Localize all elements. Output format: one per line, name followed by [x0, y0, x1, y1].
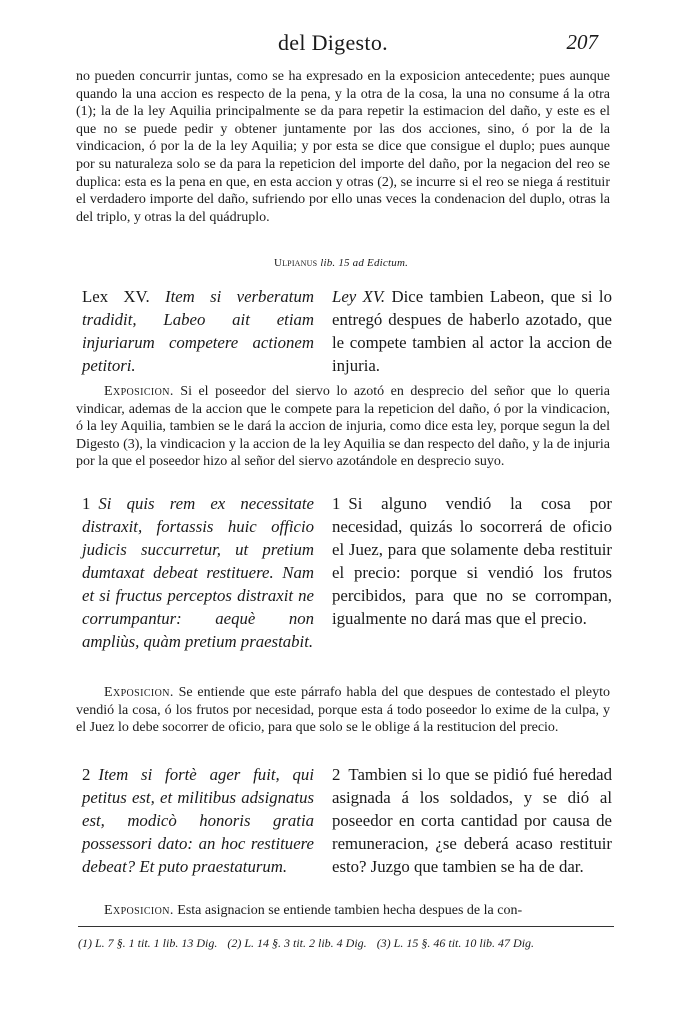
- lex15-latin: [82, 285, 314, 377]
- exposicion-3-label: Exposicion.: [104, 903, 174, 918]
- source-attribution: [0, 257, 682, 269]
- intro-text: no pueden concurrir juntas, como se ha expresado en la exposicion antecedente; pues aunque quando la una accion es respecto de la pena, y la otra de la cosa, la una no consume á la otra (1); la de la ley Aquilia principalmente se da para repetir la estimacion del daño, y este es el que no se puede pedir y obtener juntamente por las dos acciones, sino, ó por la de la vindicacion, ó por la de la ley Aquilia; y por esta se dice que consigue el duplo; pues aunque por su naturaleza solo se da para la repeticion del importe del daño, por la negacion del reo se duplica: esta es la pena en que, en esta accion y otras (2), se incurre si el reo se niega á restituir el verdadero importe del daño, sufriendo por ello unas veces la condenacion del duplo, otras la del triplo, y otras la del quádruplo.: [76, 69, 610, 225]
- exposicion-2: [76, 684, 610, 737]
- lex15-latin-label: Lex XV.: [82, 287, 150, 306]
- lex15-spanish: [332, 285, 612, 377]
- exposicion-1-label: Exposicion.: [104, 384, 174, 399]
- page-header: [78, 30, 598, 60]
- footnote-2: (2) L. 14 §. 3 tit. 2 lib. 4 Dig.: [227, 936, 367, 950]
- section-2-spanish-text: Tambien si lo que se pidió fué heredad asignada á los soldados, y se dió al poseedor en corta cantidad por causa de remuneracion, ¿se deberá acaso restituir esto? Juzgo que tambien se ha de dar.: [332, 765, 612, 876]
- section-2-latin-number: 2: [82, 765, 91, 784]
- lex15-spanish-text: Dice tambien Labeon, que si lo entregó despues de haberlo azotado, que le compete tambien al actor la accion de injuria.: [332, 287, 612, 375]
- intro-paragraph: [76, 68, 610, 226]
- lex15-latin-text: Item si verberatum tradidit, Labeo ait etiam injuriarum competere actionem petitori.: [82, 287, 314, 375]
- exposicion-1-text: Si el poseedor del siervo lo azotó en desprecio del señor que lo queria vindicar, ademas de la accion que le compete para la repeticion del daño, ó por la vindicacion, ó la ley Aquilia, tambien se le dará la accion de injuria, como dice esta ley, porque segun la del Digesto (3), la vindicacion y la accion de la ley Aquilia se dan respecto del daño, y la de injuria por la que el poseedor hizo al señor del siervo azotándole en desprecio suyo.: [76, 384, 610, 470]
- section-1-spanish-number: 1: [332, 494, 341, 513]
- running-title: del Digesto.: [278, 30, 388, 55]
- footnote-divider: [78, 926, 614, 927]
- footnotes: [78, 936, 614, 951]
- section-1-spanish: [332, 492, 612, 630]
- section-2-latin-text: Item si fortè ager fuit, qui petitus est, et militibus adsignatus est, modicò honoris gratia possessori dato: an hoc restituere debeat? Et puto praestaturum.: [82, 765, 314, 876]
- exposicion-2-text: Se entiende que este párrafo habla del que despues de contestado el pleyto vendió la cosa, ó los frutos por necesidad, porque esta á todo poseedor lo exime de la culpa, y el Juez lo debe socorrer de oficio, para que solo se le oblige á la restitucion del precio.: [76, 685, 611, 736]
- section-2-spanish-number: 2: [332, 765, 341, 784]
- section-1-latin: [82, 492, 314, 653]
- exposicion-1: [76, 383, 610, 471]
- page-number: 207: [566, 30, 598, 54]
- section-2-latin: [82, 763, 314, 878]
- section-1-spanish-text: Si alguno vendió la cosa por necesidad, quizás lo socorrerá de oficio el Juez, para que solamente deba restituir el precio: porque si vendió los frutos percibidos, para que no se corrompan, igualmente no dará mas que el precio.: [332, 494, 612, 628]
- exposicion-3: [76, 902, 610, 920]
- lex15-spanish-label: Ley XV.: [332, 287, 386, 306]
- section-2-spanish: [332, 763, 612, 878]
- footnote-1: (1) L. 7 §. 1 tit. 1 lib. 13 Dig.: [78, 936, 218, 950]
- attribution-reference: lib. 15 ad Edictum.: [320, 257, 409, 269]
- exposicion-2-label: Exposicion.: [104, 685, 174, 700]
- attribution-author: Ulpianus: [273, 257, 318, 269]
- exposicion-3-text: Esta asignacion se entiende tambien hecha despues de la con-: [177, 903, 523, 918]
- section-1-latin-number: 1: [82, 494, 91, 513]
- section-1-latin-text: Si quis rem ex necessitate distraxit, fortassis huic officio judicis succurretur, ut pretium dumtaxat debeat restituere. Nam et si fructus perceptos distraxit ne corrumpantur: aequè non ampliùs, quàm pretium praestabit.: [82, 494, 314, 651]
- footnote-3: (3) L. 15 §. 46 tit. 10 lib. 47 Dig.: [376, 936, 535, 950]
